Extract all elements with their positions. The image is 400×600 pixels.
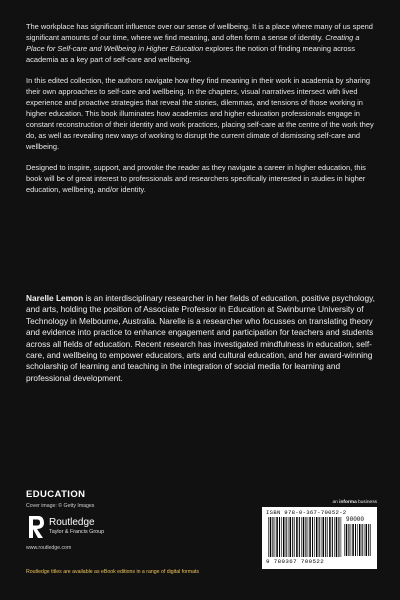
description-paragraph-3: Designed to inspire, support, and provoke the reader as they navigate a career in higher education, this book will be of great interest to professionals and researchers specifically interested in studies in higher education, wellbeing, and/or identity. [26,162,366,194]
book-description [26,22,376,206]
barcode-digits: 9 780367 700522 [266,558,325,565]
publisher-name: Routledge [49,517,95,528]
publisher-url: www.routledge.com [26,545,72,551]
subject-category: EDUCATION [26,489,86,500]
barcode-addon-bars-icon [344,524,372,556]
barcode-bars-icon [268,517,342,557]
publisher-block [26,514,166,554]
author-bio-text: is an interdisciplinary researcher in her fields of education, positive psychology, and arts, holding the position of Associate Professor in Education at Swinburne University of Technology in Melbourne, Australia. Narelle is a researcher who focusses on translating theory and evidence into practice to enhance engagement and participation for teachers and students across all fields of education. Recent research has investigated mindfulness in education, self-care, and wellbeing to empower educators, arts and cultural education, and her award-winning scholarship of learning and teaching in the integration of social media for learning and professional development. [26,293,375,383]
informa-business-label: an informa business [332,500,377,505]
isbn-number: ISBN 978-0-367-70052-2 [266,509,347,516]
book-title: Creating a Place for Self-care and Wellbeing in Higher Education [26,32,360,53]
description-paragraph-2: In this edited collection, the authors navigate how they find meaning in their work in academia by sharing their own approaches to self-care and wellbeing. In the chapters, visual narratives intersect with lived experience and proactive strategies that reveal the stories, dilemmas, and tensions of those working in higher education. This book illuminates how academics and higher education professionals engage in constant reconstruction of their identity and work practices, placing self-care at the centre of the work they do, as well as revealing new ways of working to disrupt the current climate of dismissing self-care and wellbeing. [26,76,374,151]
publisher-group: Taylor & Francis Group [49,529,105,535]
description-paragraph-1: The workplace has significant influence over our sense of wellbeing. It is a place where many of us spend significant amounts of our time, where we find meaning, and often form a sense of identity. Creating a Place for Self-care and Wellbeing in Higher Education explores the notion of finding meaning across academia as a key part of self-care and wellbeing. [26,22,373,64]
cover-credit: Cover image: © Getty Images [26,503,95,509]
author-name: Narelle Lemon [26,293,84,303]
routledge-logo-icon [26,514,46,540]
author-bio [26,293,378,384]
isbn-barcode [262,507,377,569]
price-code: 90000 [346,516,365,523]
ebook-note: Routledge titles are available as eBook editions in a range of digital formats [26,569,200,575]
